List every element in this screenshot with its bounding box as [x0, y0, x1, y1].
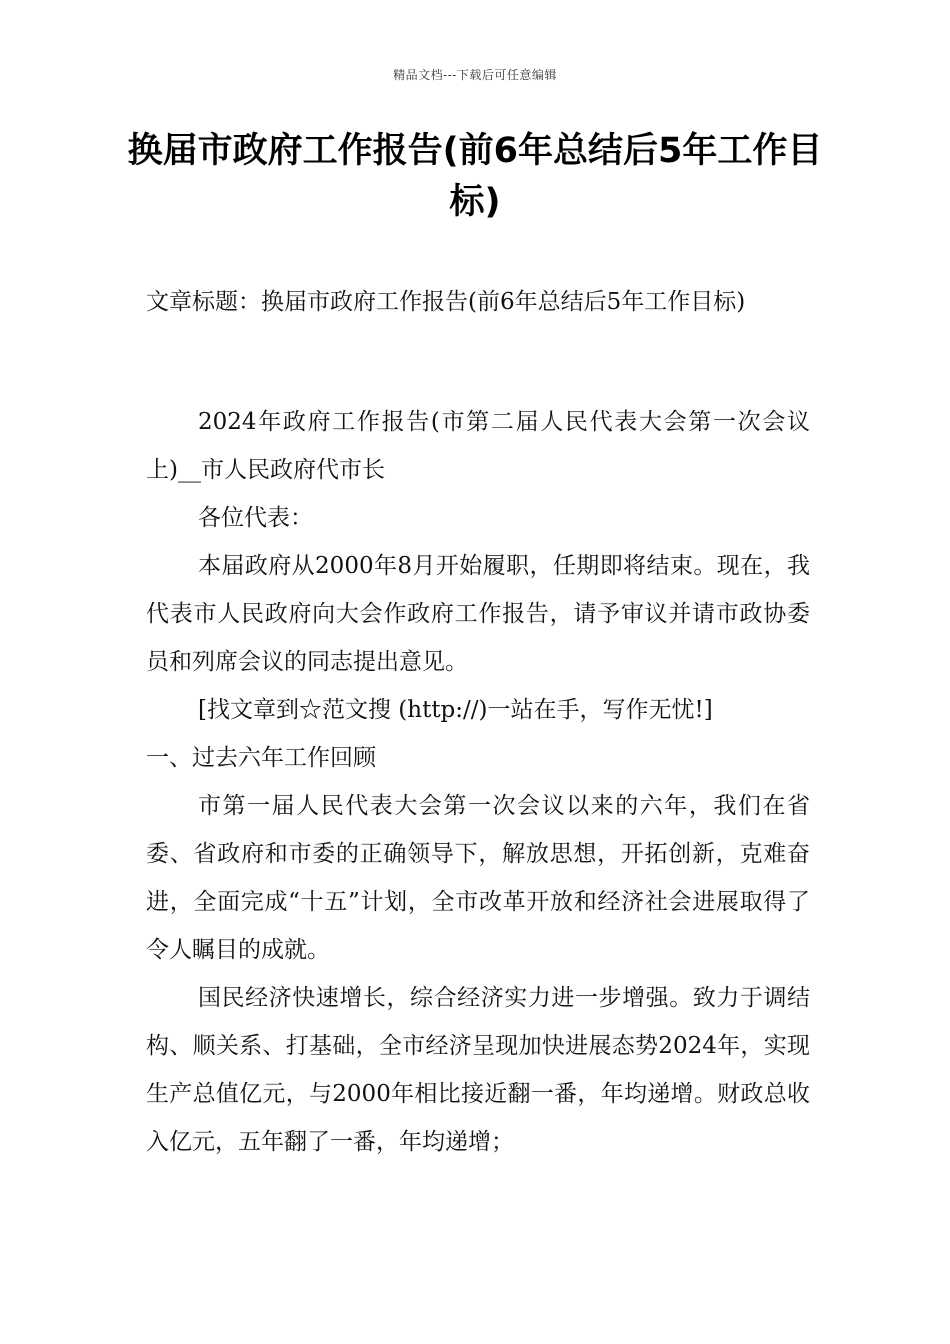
- economy-paragraph: 国民经济快速增长，综合经济实力进一步增强。致力于调结构、顺关系、打基础，全市经济呈现加快进展态势2024年，实现生产总值亿元，与2000年相比接近翻一番，年均递增。财政总收入亿元，五年翻了一番，年均递增；: [146, 985, 810, 1155]
- intro-paragraph: 本届政府从2000年8月开始履职，任期即将结束。现在，我代表市人民政府向大会作政府工作报告，请予审议并请市政协委员和列席会议的同志提出意见。: [146, 553, 810, 675]
- page-header: 精品文档---下载后可任意编辑: [393, 68, 557, 82]
- report-heading-paragraph: 2024年政府工作报告(市第二届人民代表大会第一次会议上)__市人民政府代市长: [146, 409, 810, 483]
- section-heading: 一、过去六年工作回顾: [146, 745, 376, 771]
- salutation-paragraph: 各位代表：: [198, 505, 313, 531]
- document-title: 换届市政府工作报告(前6年总结后5年工作目标): [127, 131, 823, 222]
- source-note-paragraph: [找文章到☆范文搜 (http://)一站在手，写作无忧!]: [198, 697, 713, 723]
- review-paragraph: 市第一届人民代表大会第一次会议以来的六年，我们在省委、省政府和市委的正确领导下，解放思想，开拓创新，克难奋进，全面完成“十五”计划，全市改革开放和经济社会进展取得了令人瞩目的成就。: [146, 793, 810, 963]
- document-body: [146, 278, 810, 1166]
- article-title-line: 文章标题：换届市政府工作报告(前6年总结后5年工作目标): [146, 289, 746, 315]
